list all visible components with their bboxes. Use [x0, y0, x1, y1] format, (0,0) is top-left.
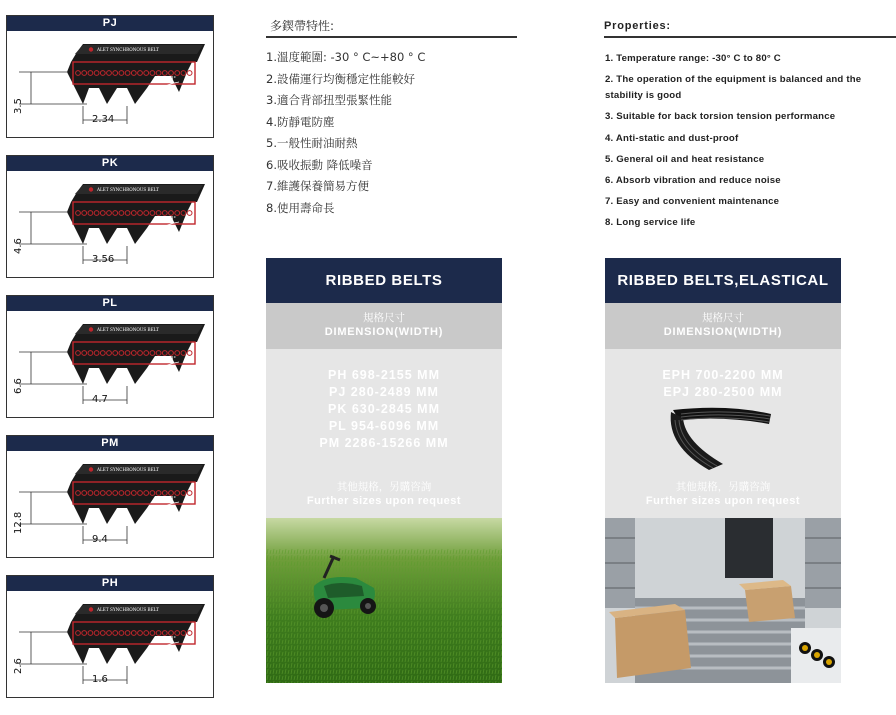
- further-sizes-zh: 其他規格，另購咨詢: [336, 481, 432, 493]
- rib-pitch-label: 4.7: [92, 394, 108, 405]
- lawn-mower-photo: [266, 518, 502, 683]
- zh-property-item: 4.防靜電防塵: [266, 114, 335, 129]
- dimension-label-en: DIMENSION(WIDTH): [324, 326, 444, 338]
- dimension-label-zh: 規格尺寸: [702, 312, 744, 324]
- en-property-item: 8. Long service life: [605, 217, 696, 229]
- belt-brand-text: ALET SYNCHRONOUS BELT: [97, 187, 159, 192]
- profile-height-label: 4.6: [13, 238, 24, 254]
- profile-height-label: 2.6: [13, 658, 24, 674]
- dimension-header: [266, 303, 502, 349]
- size-item: PK 630-2845 MM: [328, 402, 440, 416]
- size-list: [266, 367, 502, 452]
- profile-card: [6, 435, 214, 558]
- profile-height-label: 12.8: [13, 511, 24, 534]
- zh-property-item: 6.吸收振動 降低噪音: [266, 157, 373, 172]
- rib-angle-label: 40°: [167, 216, 176, 222]
- size-list: [605, 367, 841, 401]
- size-item: PM 2286-15266 MM: [319, 436, 449, 450]
- dimension-label-en: DIMENSION(WIDTH): [663, 326, 783, 338]
- profile-code: PM: [7, 436, 213, 451]
- belt-profile-drawing: [7, 312, 213, 416]
- rib-pitch-label: 2.34: [92, 114, 115, 125]
- brand-logo-icon: [89, 187, 93, 191]
- en-property-item: 3. Suitable for back torsion tension performance: [605, 111, 836, 123]
- panel-title: RIBBED BELTS,ELASTICAL: [605, 258, 841, 303]
- en-properties-title: Properties:: [604, 20, 671, 32]
- zh-property-item: 5.一般性耐油耐熱: [266, 136, 358, 150]
- rib-pitch-label: 9.4: [92, 534, 108, 545]
- profile-card: [6, 295, 214, 418]
- brand-logo-icon: [89, 467, 93, 471]
- en-property-item: 6. Absorb vibration and reduce noise: [605, 174, 781, 186]
- divider: [604, 36, 896, 38]
- conveyor-photo: [605, 518, 841, 683]
- rib-angle-label: 40°: [167, 636, 176, 642]
- further-sizes-note: [266, 480, 502, 509]
- elastic-belts-panel: [605, 258, 841, 683]
- further-sizes-en: Further sizes upon request: [306, 495, 462, 507]
- size-item: EPH 700-2200 MM: [662, 368, 784, 382]
- profile-card: [6, 155, 214, 278]
- belt-brand-text: ALET SYNCHRONOUS BELT: [97, 47, 159, 52]
- en-property-item: 2. The operation of the equipment is balanced and the stability is good: [605, 74, 862, 102]
- size-item: PH 698-2155 MM: [328, 368, 440, 382]
- profile-code: PL: [7, 296, 213, 311]
- size-item: EPJ 280-2500 MM: [663, 385, 783, 399]
- rib-angle-label: 40°: [167, 356, 176, 362]
- further-sizes-zh: 其他規格，另購咨詢: [675, 481, 771, 493]
- en-properties-list: [605, 51, 896, 237]
- rib-pitch-label: 1.6: [92, 674, 108, 685]
- zh-properties-title: 多鍥帶特性:: [270, 19, 335, 33]
- en-property-item: 4. Anti-static and dust-proof: [605, 132, 739, 144]
- elastic-belt-image: [667, 406, 777, 474]
- profile-card: [6, 575, 214, 698]
- zh-property-item: 3.適合背部扭型張緊性能: [266, 93, 392, 107]
- profile-height-label: 3.5: [13, 98, 24, 114]
- en-property-item: 5. General oil and heat resistance: [605, 153, 765, 165]
- dimension-header: [605, 303, 841, 349]
- size-item: PJ 280-2489 MM: [329, 385, 439, 399]
- brand-logo-icon: [89, 327, 93, 331]
- profile-code: PH: [7, 576, 213, 591]
- further-sizes-note: [605, 480, 841, 509]
- brand-logo-icon: [89, 607, 93, 611]
- profile-code: PJ: [7, 16, 213, 31]
- en-property-item: 1. Temperature range: -30° C to 80° C: [605, 53, 781, 64]
- profile-height-label: 6.6: [13, 378, 24, 394]
- belt-brand-text: ALET SYNCHRONOUS BELT: [97, 607, 159, 612]
- rib-pitch-label: 3.56: [92, 254, 115, 265]
- profile-cards: [6, 15, 214, 715]
- further-sizes-en: Further sizes upon request: [645, 495, 801, 507]
- belt-profile-drawing: [7, 452, 213, 556]
- dimension-label-zh: 規格尺寸: [363, 312, 405, 324]
- ribbed-belts-panel: [266, 258, 502, 683]
- belt-profile-drawing: [7, 592, 213, 696]
- en-property-item: 7. Easy and convenient maintenance: [605, 196, 780, 208]
- profile-card: [6, 15, 214, 138]
- zh-property-item: 1.溫度範圍: -30 ° C~+80 ° C: [266, 50, 426, 64]
- brand-logo-icon: [89, 47, 93, 51]
- belt-brand-text: ALET SYNCHRONOUS BELT: [97, 467, 159, 472]
- zh-property-item: 7.維護保養簡易方便: [266, 179, 369, 193]
- rib-angle-label: 40°: [167, 496, 176, 502]
- panel-title: RIBBED BELTS: [266, 258, 502, 303]
- belt-brand-text: ALET SYNCHRONOUS BELT: [97, 327, 159, 332]
- zh-property-item: 2.設備運行均衡穩定性能較好: [266, 71, 415, 86]
- zh-property-item: 8.使用壽命長: [266, 200, 335, 215]
- size-item: PL 954-6096 MM: [328, 419, 440, 433]
- divider: [266, 36, 517, 38]
- zh-properties-list: [266, 47, 425, 219]
- rib-angle-label: 40°: [167, 76, 176, 82]
- profile-code: PK: [7, 156, 213, 171]
